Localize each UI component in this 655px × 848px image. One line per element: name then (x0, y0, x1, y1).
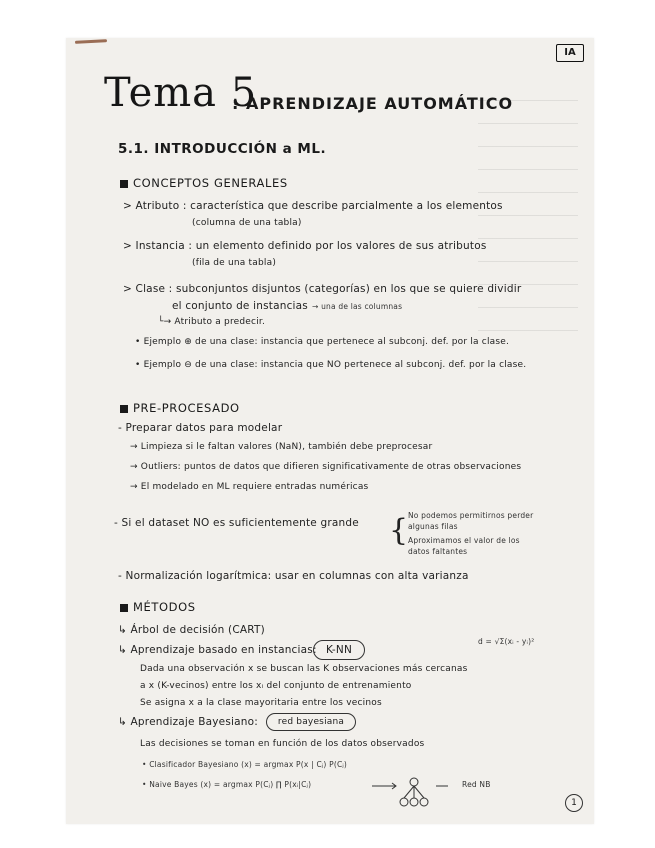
ejemplo-positivo: • Ejemplo ⊕ de una clase: instancia que pertenece al subconj. def. por la clase. (135, 337, 510, 347)
page-title: Tema 5 (104, 70, 258, 116)
square-bullet-icon (120, 405, 128, 413)
bayes-network-label: red bayesiana (266, 713, 356, 731)
bayes-formula: • Naive Bayes (x) = argmax P(Cⱼ) ∏ P(xᵢ|Cⱼ) (142, 780, 312, 789)
option-text: No podemos permitirnos perder (408, 511, 534, 520)
page-number: 1 (565, 794, 583, 812)
clase-line: > Clase : subconjuntos disjuntos (categorías) en los que se quiere dividir (123, 283, 522, 295)
square-bullet-icon (120, 604, 128, 612)
dataset-condition: - Si el dataset NO es suficientemente grande (114, 517, 359, 529)
preproceso-line: → Outliers: puntos de datos que difieren significativamente de otras observaciones (130, 462, 522, 472)
bayes-description: Las decisiones se toman en función de los datos observados (140, 739, 425, 749)
clase-continuation: el conjunto de instancias (172, 300, 308, 312)
instancia-line: > Instancia : un elemento definido por los valores de sus atributos (123, 240, 487, 252)
metodo-instancias: ↳ Aprendizaje basado en instancias: (118, 644, 317, 656)
page-subtitle: : APRENDIZAJE AUTOMÁTICO (232, 94, 514, 113)
instancia-note: (fila de una tabla) (192, 258, 277, 268)
option-text: datos faltantes (408, 547, 468, 556)
ejemplo-negativo: • Ejemplo ⊖ de una clase: instancia que NO pertenece al subconj. def. por la clase. (135, 360, 527, 370)
knn-description: Dada una observación x se buscan las K observaciones más cercanas (140, 664, 468, 674)
section-heading: 5.1. INTRODUCCIÓN a ML. (118, 141, 327, 157)
subsection-heading: MÉTODOS (133, 600, 196, 614)
knn-description: a x (K-vecinos) entre los xᵢ del conjunto de entrenamiento (140, 681, 412, 691)
clase-note: → una de las columnas (312, 302, 403, 311)
knn-description: Se asigna x a la clase mayoritaria entre los vecinos (140, 698, 382, 708)
preproceso-line: → El modelado en ML requiere entradas numéricas (130, 482, 369, 492)
preproceso-line: → Limpieza si le faltan valores (NaN), también debe preprocesar (130, 442, 433, 452)
atributo-note: (columna de una tabla) (192, 218, 302, 228)
brace-icon: { (389, 513, 409, 548)
subsection-heading: PRE-PROCESADO (133, 401, 240, 415)
option-text: Aproximamos el valor de los (408, 536, 520, 545)
knn-label: K-NN (313, 640, 365, 660)
atributo-line: > Atributo : característica que describe parcialmente a los elementos (123, 200, 503, 212)
naive-bayes-graph-icon (370, 774, 460, 808)
preproceso-line: - Preparar datos para modelar (118, 422, 283, 434)
bayes-formula: • Clasificador Bayesiano (x) = argmax P(x | Cⱼ) P(Cⱼ) (142, 760, 348, 769)
metodo-bayesiano: ↳ Aprendizaje Bayesiano: (118, 716, 258, 728)
normalizacion-line: - Normalización logarítmica: usar en columnas con alta varianza (118, 570, 469, 582)
clase-target: └→ Atributo a predecir. (158, 317, 266, 327)
distance-formula: d = √Σ(xᵢ - yᵢ)² (478, 637, 535, 646)
square-bullet-icon (120, 180, 128, 188)
metodo-arbol: ↳ Árbol de decisión (CART) (118, 624, 265, 636)
subsection-heading: CONCEPTOS GENERALES (133, 176, 288, 190)
bayes-note: Red NB (462, 780, 491, 789)
option-text: algunas filas (408, 522, 458, 531)
subject-tag: IA (556, 44, 584, 62)
